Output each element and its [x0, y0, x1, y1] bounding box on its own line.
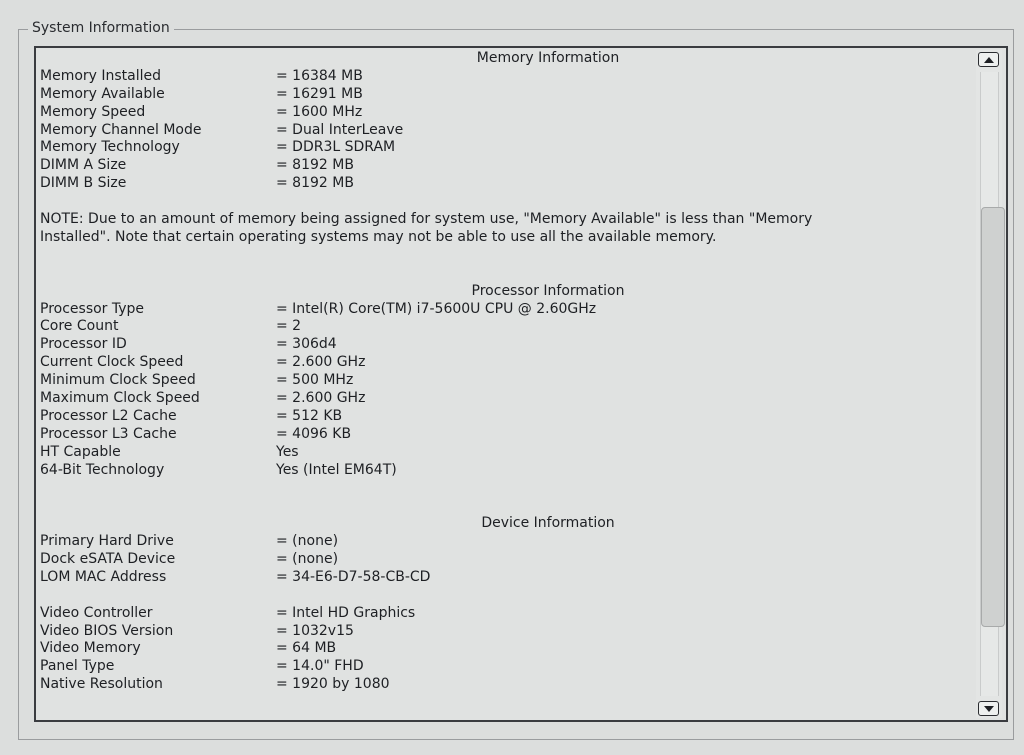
row-value: = (none) — [276, 551, 339, 567]
row-value: = 512 KB — [276, 407, 343, 424]
row-value: = 64 MB — [276, 640, 337, 657]
processor-row — [40, 390, 976, 408]
row-label: DIMM A Size — [40, 157, 127, 174]
memory-section-title: Memory Information — [476, 50, 620, 66]
row-value: = (none) — [276, 533, 339, 550]
row-value: = DDR3L SDRAM — [276, 139, 396, 156]
arrow-up-icon — [983, 56, 995, 64]
scroll-thumb[interactable] — [981, 207, 1005, 627]
row-label: Memory Speed — [40, 103, 146, 120]
row-value: = 2.600 GHz — [276, 354, 366, 371]
row-value: = 500 MHz — [276, 372, 354, 389]
row-value: = Intel(R) Core(TM) i7-5600U CPU @ 2.60GHz — [276, 300, 597, 317]
scroll-down-button[interactable] — [978, 701, 999, 716]
spacer — [40, 247, 976, 283]
row-value: = 2.600 GHz — [276, 389, 366, 406]
row-label: Processor L2 Cache — [40, 407, 177, 424]
row-label: LOM MAC Address — [40, 568, 167, 585]
row-value: = 1600 MHz — [276, 103, 363, 120]
row-label: Current Clock Speed — [40, 354, 184, 371]
memory-note: NOTE: Due to an amount of memory being assigned for system use, "Memory Available" is less than "Memory Installed". Note that certain operating systems may not be able to use all the available memory. — [40, 211, 813, 245]
row-value: = 2 — [276, 318, 302, 335]
row-label: Video Controller — [40, 604, 153, 621]
processor-row — [40, 354, 976, 372]
memory-row — [40, 122, 976, 140]
memory-row — [40, 139, 976, 157]
row-label: Panel Type — [40, 658, 115, 675]
info-panel[interactable] — [34, 46, 1008, 722]
memory-row — [40, 104, 976, 122]
video-row — [40, 676, 976, 694]
scroll-track[interactable] — [980, 72, 999, 696]
device-row — [40, 569, 976, 587]
row-label: HT Capable — [40, 443, 121, 460]
row-label: Dock eSATA Device — [40, 551, 176, 567]
processor-row — [40, 408, 976, 426]
memory-row — [40, 157, 976, 175]
row-label: Video BIOS Version — [40, 622, 174, 639]
memory-row — [40, 86, 976, 104]
row-value: = 306d4 — [276, 336, 337, 353]
row-label: 64-Bit Technology — [40, 461, 165, 478]
row-value: = 16291 MB — [276, 85, 363, 102]
info-content — [40, 50, 976, 694]
row-value: Yes (Intel EM64T) — [276, 461, 397, 478]
video-row — [40, 658, 976, 676]
scroll-up-button[interactable] — [978, 52, 999, 67]
row-value: = 4096 KB — [276, 425, 352, 442]
row-value: = 34-E6-D7-58-CB-CD — [276, 568, 431, 585]
row-value: = Dual InterLeave — [276, 121, 404, 138]
row-label: Maximum Clock Speed — [40, 389, 200, 406]
row-label: Processor Type — [40, 300, 145, 317]
processor-row — [40, 426, 976, 444]
row-label: Processor ID — [40, 336, 127, 353]
device-section-title: Device Information — [481, 515, 615, 532]
processor-row — [40, 444, 976, 462]
row-label: Processor L3 Cache — [40, 425, 177, 442]
processor-row — [40, 301, 976, 319]
video-row — [40, 605, 976, 623]
row-value: = 8192 MB — [276, 157, 354, 174]
video-row — [40, 640, 976, 658]
row-value: = 1032v15 — [276, 622, 354, 639]
device-row — [40, 533, 976, 551]
memory-row — [40, 175, 976, 193]
device-row — [40, 551, 976, 569]
group-title: System Information — [28, 20, 174, 36]
processor-row — [40, 336, 976, 354]
video-row — [40, 623, 976, 641]
row-value: Yes — [276, 443, 299, 460]
spacer — [40, 479, 976, 515]
row-label: Native Resolution — [40, 676, 163, 693]
spacer — [40, 587, 976, 605]
vertical-scrollbar[interactable] — [976, 50, 1002, 718]
row-label: Memory Installed — [40, 67, 162, 84]
row-label: Memory Technology — [40, 139, 180, 156]
row-label: DIMM B Size — [40, 175, 127, 192]
row-value: = 8192 MB — [276, 175, 354, 192]
row-value: = 16384 MB — [276, 67, 363, 84]
row-label: Memory Available — [40, 85, 165, 102]
row-label: Video Memory — [40, 640, 141, 657]
memory-row — [40, 68, 976, 86]
row-label: Minimum Clock Speed — [40, 372, 196, 389]
arrow-down-icon — [983, 705, 995, 713]
row-label: Core Count — [40, 318, 119, 335]
processor-row — [40, 318, 976, 336]
row-label: Primary Hard Drive — [40, 533, 174, 550]
row-value: = Intel HD Graphics — [276, 604, 416, 621]
processor-section-title: Processor Information — [471, 282, 625, 299]
row-label: Memory Channel Mode — [40, 121, 202, 138]
row-value: = 1920 by 1080 — [276, 676, 390, 693]
processor-row — [40, 462, 976, 480]
row-value: = 14.0" FHD — [276, 658, 364, 675]
processor-row — [40, 372, 976, 390]
